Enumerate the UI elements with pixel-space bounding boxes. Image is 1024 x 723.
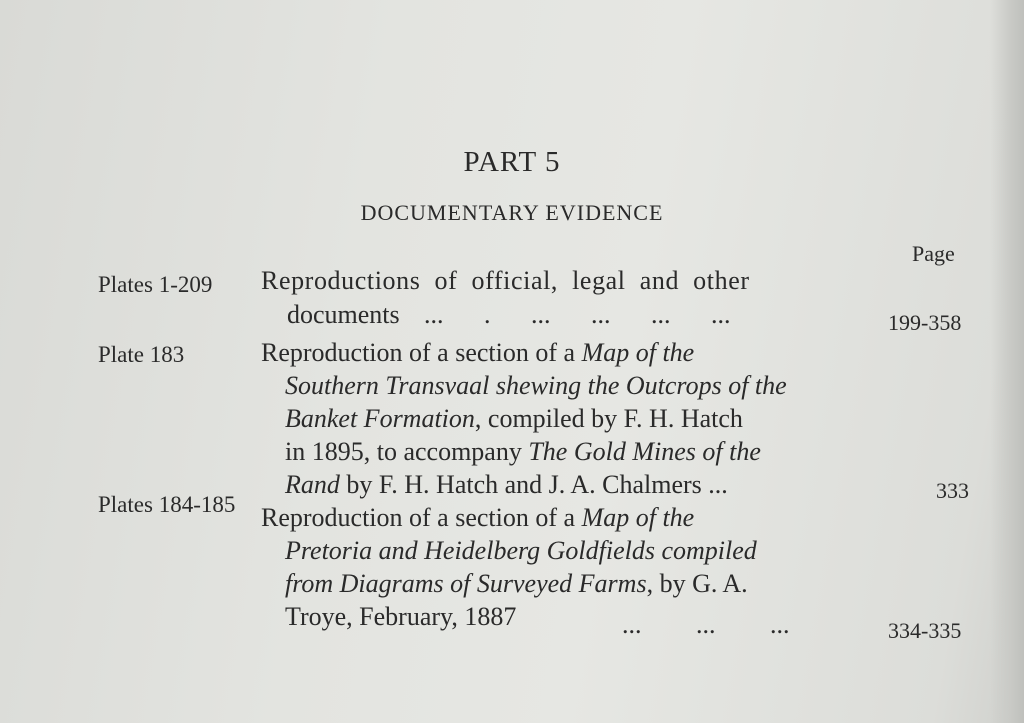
entry-3-page: 334-335 [888,618,962,643]
part-title: PART 5 [463,146,561,178]
entry-2-line-4: in 1895, to accompany The Gold Mines of the [285,437,761,466]
entry-1-line-2: documents [287,300,400,329]
page-column-header: Page [912,241,955,266]
entry-3-leader-dots: ... ... ... [622,610,790,639]
entry-2-line-1: Reproduction of a section of a Map of the [261,338,695,367]
entry-2-line-2: Southern Transvaal shewing the Outcrops of the [285,371,787,400]
entry-3-line-3: from Diagrams of Surveyed Farms, by G. A. [285,569,748,598]
entry-1-line-1: Reproductions of official, legal and other [261,266,750,295]
entry-label-plates-1-209: Plates 1-209 [98,272,213,297]
entry-1-leader-dots: ... . ... ... ... ... [424,300,731,329]
entry-2-line-3: Banket Formation, compiled by F. H. Hatch [285,404,743,433]
entry-2-page: 333 [936,478,969,503]
entry-2-line-5: Rand by F. H. Hatch and J. A. Chalmers ... [285,470,728,499]
entry-3-line-2: Pretoria and Heidelberg Goldfields compiled [285,536,757,565]
entry-label-plate-183: Plate 183 [98,342,185,367]
section-title: DOCUMENTARY EVIDENCE [360,200,664,225]
entry-3-line-4: Troye, February, 1887 [285,602,517,631]
entry-3-line-1: Reproduction of a section of a Map of the [261,503,695,532]
entry-label-plates-184-185: Plates 184-185 [98,492,236,517]
entry-1-page: 199-358 [888,310,962,335]
